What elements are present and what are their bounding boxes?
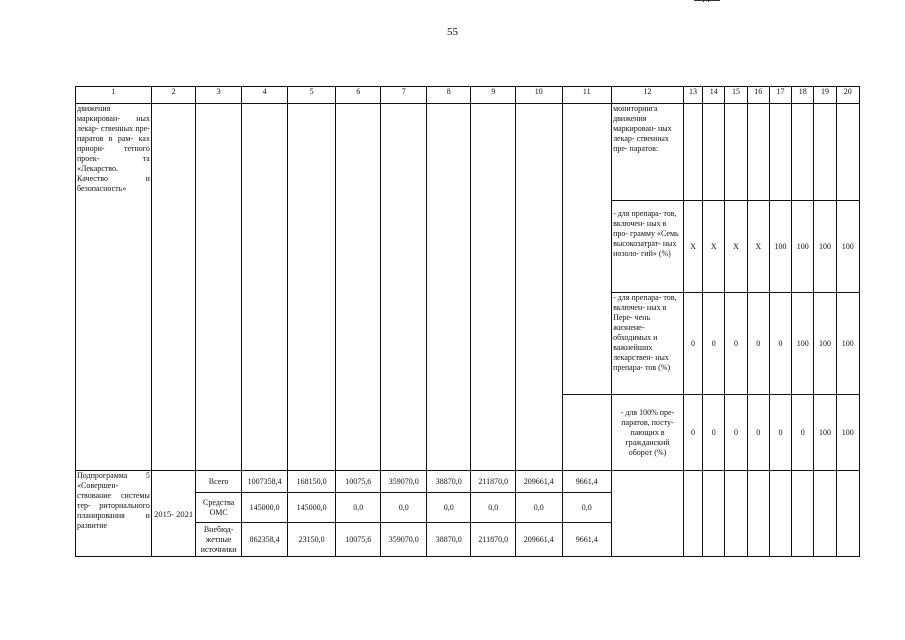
empty-cell xyxy=(683,471,702,557)
period-cell: 2015- 2021 xyxy=(151,471,196,557)
column-number-7: 7 xyxy=(381,87,427,104)
value-cell: X xyxy=(747,201,769,293)
indicator-cell: - для препара- тов, включен- ных в Пере- чень жизнене- обходимых и важнейших лекарствен- ных препара- тов (%) xyxy=(612,293,684,395)
value-cell: 0 xyxy=(769,395,791,471)
value-cell: X xyxy=(725,201,747,293)
amount-cell: 0,0 xyxy=(381,493,427,523)
amount-cell: 211870,0 xyxy=(471,471,516,493)
value-cell xyxy=(747,104,769,201)
amount-cell: 0,0 xyxy=(562,493,612,523)
column-number-1: 1 xyxy=(76,87,152,104)
indicator-cell: мониторинга движения маркирован- ных лекар- ственных пре- паратов: xyxy=(612,104,684,201)
column-number-2: 2 xyxy=(151,87,196,104)
column-number-4: 4 xyxy=(241,87,288,104)
empty-cell xyxy=(703,471,725,557)
amount-cell: 23150,0 xyxy=(288,523,336,557)
empty-cell xyxy=(288,104,336,471)
value-cell xyxy=(683,104,702,201)
column-number-13: 13 xyxy=(683,87,702,104)
column-number-8: 8 xyxy=(426,87,471,104)
subprogram-text: Подпрограмма 5 «Совершен- ствование системы тер- риториального планирования и развитие xyxy=(76,471,152,557)
amount-cell: 209661,4 xyxy=(515,523,562,557)
page-number: 55 xyxy=(447,26,458,38)
empty-cell xyxy=(562,104,612,395)
column-number-12: 12 xyxy=(612,87,684,104)
value-cell: 0 xyxy=(725,395,747,471)
value-cell: X xyxy=(683,201,702,293)
column-number-5: 5 xyxy=(288,87,336,104)
column-number-15: 15 xyxy=(725,87,747,104)
measure-text: движения маркирован- ных лекар- ственных пре- паратов в рам- ках приори- тетного проек- та «Лекарство. Качество и безопасность» xyxy=(76,104,152,471)
amount-cell: 145000,0 xyxy=(288,493,336,523)
value-cell xyxy=(725,104,747,201)
funding-source: Всего xyxy=(196,471,242,493)
amount-cell: 168150,0 xyxy=(288,471,336,493)
column-number-3: 3 xyxy=(196,87,242,104)
amount-cell: 0,0 xyxy=(471,493,516,523)
value-cell: 0 xyxy=(725,293,747,395)
table-row xyxy=(76,471,860,493)
empty-cell xyxy=(335,104,381,471)
value-cell: 0 xyxy=(703,395,725,471)
amount-cell: 359070,0 xyxy=(381,523,427,557)
empty-cell xyxy=(836,471,859,557)
amount-cell: 10075,6 xyxy=(335,523,381,557)
funding-source: Средства ОМС xyxy=(196,493,242,523)
header-row xyxy=(76,87,860,104)
empty-cell xyxy=(381,104,427,471)
value-cell xyxy=(792,104,814,201)
empty-cell xyxy=(471,104,516,471)
column-number-19: 19 xyxy=(814,87,836,104)
column-number-17: 17 xyxy=(769,87,791,104)
value-cell: 0 xyxy=(703,293,725,395)
empty-cell xyxy=(562,395,612,471)
empty-cell xyxy=(196,104,242,471)
indicator-cell: - для препара- тов, включен- ных в про- грамму «Семь высокозатрат- ных нозоло- гий» (%) xyxy=(612,201,684,293)
value-cell xyxy=(769,104,791,201)
value-cell: X xyxy=(703,201,725,293)
program-table xyxy=(75,86,860,557)
amount-cell: 0,0 xyxy=(335,493,381,523)
amount-cell: 9661,4 xyxy=(562,523,612,557)
empty-cell xyxy=(426,104,471,471)
amount-cell: 211870,0 xyxy=(471,523,516,557)
column-number-6: 6 xyxy=(335,87,381,104)
value-cell: 100 xyxy=(814,201,836,293)
amount-cell: 38870,0 xyxy=(426,471,471,493)
column-number-10: 10 xyxy=(515,87,562,104)
value-cell: 0 xyxy=(683,293,702,395)
amount-cell: 0,0 xyxy=(515,493,562,523)
value-cell: 100 xyxy=(836,395,859,471)
empty-cell xyxy=(769,471,791,557)
column-number-20: 20 xyxy=(836,87,859,104)
empty-cell xyxy=(747,471,769,557)
value-cell: 100 xyxy=(814,395,836,471)
amount-cell: 9661,4 xyxy=(562,471,612,493)
amount-cell: 10075,6 xyxy=(335,471,381,493)
empty-cell xyxy=(151,104,196,471)
empty-cell xyxy=(792,471,814,557)
funding-source: Внебюд- жетные источники xyxy=(196,523,242,557)
amount-cell: 209661,4 xyxy=(515,471,562,493)
column-number-18: 18 xyxy=(792,87,814,104)
value-cell: 100 xyxy=(814,293,836,395)
value-cell: 100 xyxy=(836,201,859,293)
amount-cell: 38870,0 xyxy=(426,523,471,557)
amount-cell: 359070,0 xyxy=(381,471,427,493)
column-number-11: 11 xyxy=(562,87,612,104)
empty-cell xyxy=(241,104,288,471)
value-cell: 100 xyxy=(769,201,791,293)
empty-cell xyxy=(515,104,562,471)
value-cell xyxy=(814,104,836,201)
value-cell xyxy=(703,104,725,201)
empty-cell xyxy=(814,471,836,557)
amount-cell: 145000,0 xyxy=(241,493,288,523)
column-number-9: 9 xyxy=(471,87,516,104)
value-cell: 0 xyxy=(792,395,814,471)
indicator-cell: - для 100% пре- паратов, посту- пающих в гражданский оборот (%) xyxy=(612,395,684,471)
empty-cell xyxy=(725,471,747,557)
column-number-14: 14 xyxy=(703,87,725,104)
value-cell: 100 xyxy=(792,293,814,395)
value-cell: 0 xyxy=(683,395,702,471)
value-cell: 0 xyxy=(747,395,769,471)
value-cell: 0 xyxy=(747,293,769,395)
amount-cell: 0,0 xyxy=(426,493,471,523)
value-cell xyxy=(836,104,859,201)
scan-mark-2 xyxy=(703,0,709,2)
value-cell: 100 xyxy=(792,201,814,293)
value-cell: 0 xyxy=(769,293,791,395)
empty-cell xyxy=(612,471,684,557)
table-row xyxy=(76,104,860,201)
amount-cell: 1007358,4 xyxy=(241,471,288,493)
value-cell: 100 xyxy=(836,293,859,395)
amount-cell: 862358,4 xyxy=(241,523,288,557)
column-number-16: 16 xyxy=(747,87,769,104)
